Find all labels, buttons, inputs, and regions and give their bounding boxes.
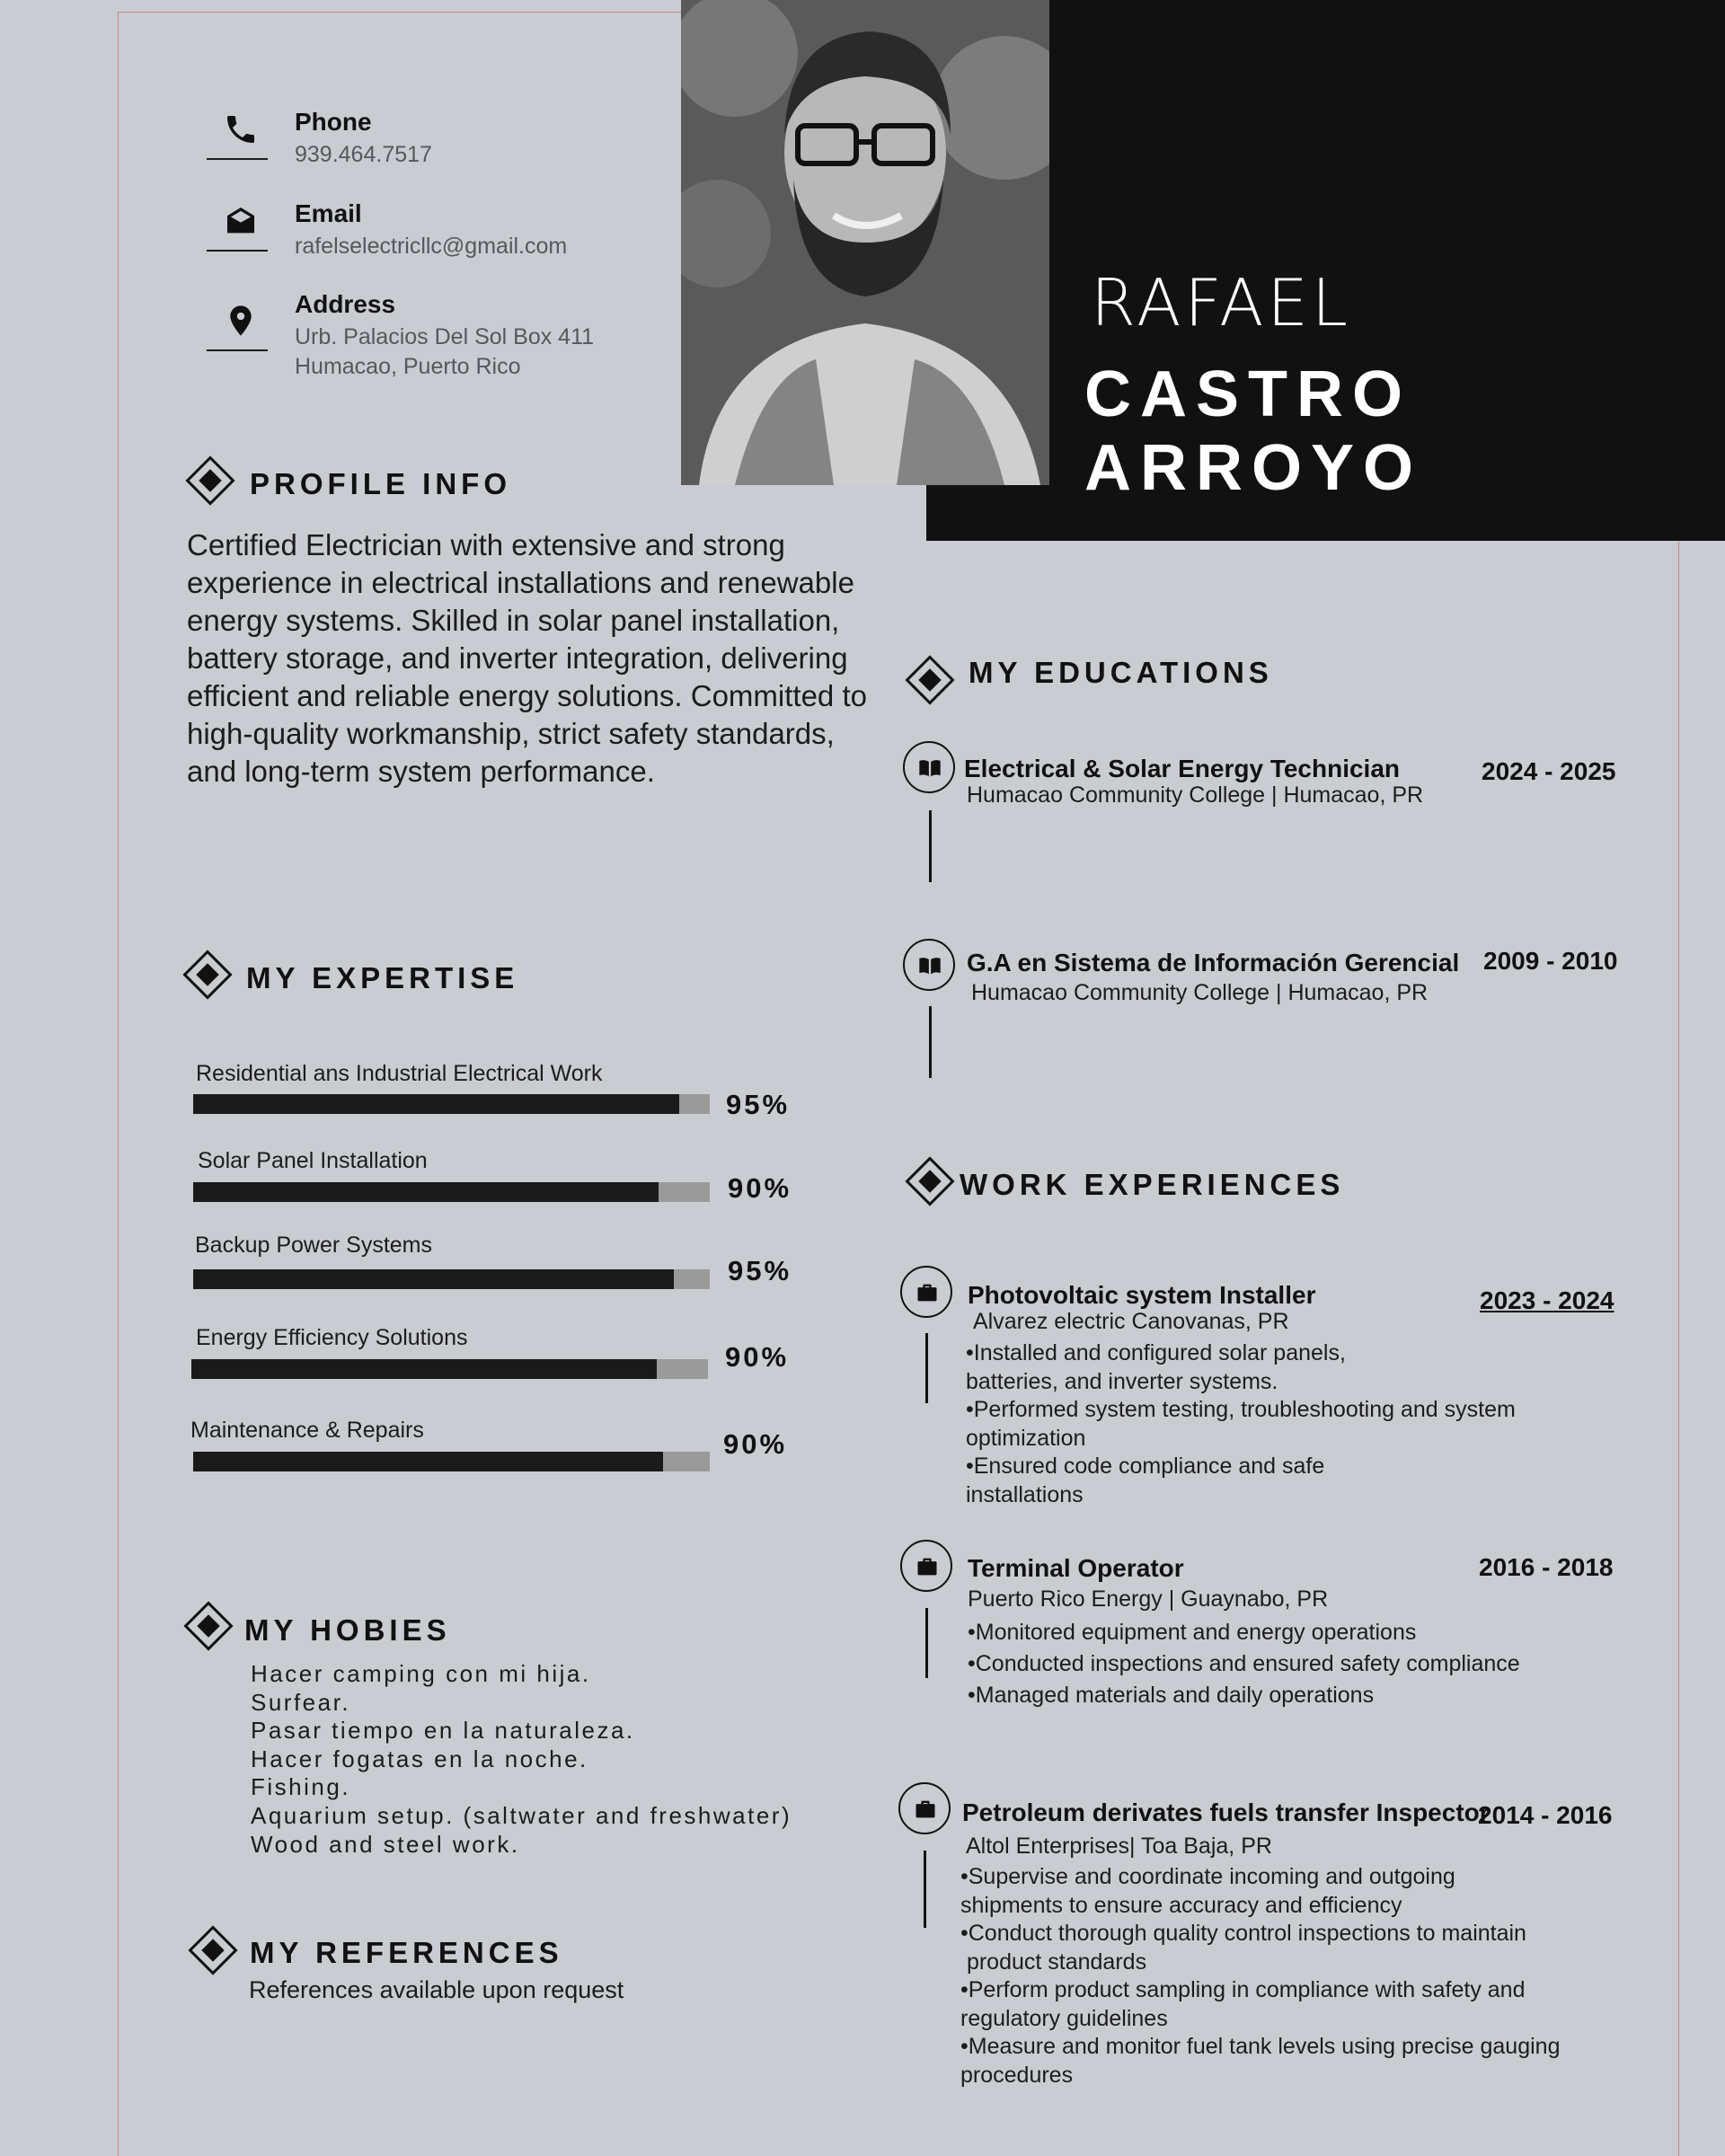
profile-photo <box>681 0 1049 485</box>
email-value[interactable]: rafelselectricllc@gmail.com <box>295 234 568 259</box>
expertise-title: MY EXPERTISE <box>246 961 519 994</box>
timeline-line <box>925 1333 928 1403</box>
education-school-2: Humacao Community College | Humacao, PR <box>971 980 1429 1005</box>
list-item: •Ensured code compliance and safe <box>966 1454 1325 1479</box>
skill-percent: 90% <box>725 1341 790 1373</box>
list-item: •Managed materials and daily operations <box>968 1683 1375 1708</box>
skill-percent: 90% <box>723 1428 788 1460</box>
list-item: procedures <box>960 2062 1074 2088</box>
skill-label: Energy Efficiency Solutions <box>196 1325 468 1350</box>
work-title-3: Petroleum derivates fuels transfer Inspector <box>962 1798 1490 1826</box>
list-item: •Perform product sampling in compliance with safety and <box>960 1977 1526 2002</box>
skill-percent: 90% <box>728 1172 792 1204</box>
first-name: RAFAEL <box>1091 265 1352 340</box>
contact-phone <box>205 108 690 180</box>
skill-label: Solar Panel Installation <box>198 1148 428 1173</box>
phone-icon <box>205 108 268 162</box>
diamond-icon <box>184 455 236 507</box>
work-company-1: Alvarez electric Canovanas, PR <box>973 1309 1289 1334</box>
diamond-icon <box>182 1600 234 1652</box>
location-pin-icon <box>205 299 268 353</box>
last-name: CASTRO ARROYO <box>1084 358 1423 504</box>
list-item: batteries, and inverter systems. <box>966 1368 1278 1394</box>
references-text: References available upon request <box>249 1976 624 2003</box>
list-item: •Supervise and coordinate incoming and outgoing <box>960 1864 1455 1889</box>
timeline-line <box>929 810 932 882</box>
list-item: Pasar tiempo en la naturaleza. <box>251 1717 635 1745</box>
list-item: •Conducted inspections and ensured safety compliance <box>968 1651 1520 1676</box>
address-label: Address <box>295 290 396 318</box>
skill-bar-fill <box>191 1359 657 1379</box>
list-item: •Monitored equipment and energy operations <box>968 1620 1417 1645</box>
list-item: installations <box>966 1481 1084 1507</box>
skill-bar-fill <box>193 1182 659 1202</box>
timeline-line <box>929 1006 932 1078</box>
skill-label: Residential ans Industrial Electrical Work <box>196 1061 603 1086</box>
email-label: Email <box>295 199 362 227</box>
references-title: MY REFERENCES <box>250 1936 563 1969</box>
education-title-1: Electrical & Solar Energy Technician <box>964 755 1400 782</box>
skill-bar-fill <box>193 1452 663 1471</box>
skill-bar-fill <box>193 1094 679 1114</box>
skill-percent: 95% <box>726 1089 791 1120</box>
diamond-icon <box>181 949 234 1001</box>
list-item: shipments to ensure accuracy and efficiency <box>960 1892 1402 1918</box>
work-years-3: 2014 - 2016 <box>1478 1801 1613 1829</box>
briefcase-icon <box>900 1540 952 1592</box>
skill-label: Maintenance & Repairs <box>190 1418 424 1443</box>
work-company-2: Puerto Rico Energy | Guaynabo, PR <box>968 1586 1329 1612</box>
address-line-2: Humacao, Puerto Rico <box>295 354 521 379</box>
list-item: Fishing. <box>251 1773 351 1801</box>
book-icon <box>903 939 955 991</box>
work-desc-2 <box>968 1617 1520 1711</box>
work-years-2: 2016 - 2018 <box>1479 1553 1614 1581</box>
list-item: regulatory guidelines <box>960 2005 1168 2031</box>
education-school-1: Humacao Community College | Humacao, PR <box>967 782 1424 808</box>
skill-bar-track <box>191 1359 708 1379</box>
work-title-2: Terminal Operator <box>968 1554 1184 1582</box>
list-item: Wood and steel work. <box>251 1830 520 1858</box>
skill-bar-track <box>193 1182 710 1202</box>
address-line-1: Urb. Palacios Del Sol Box 411 <box>295 324 595 349</box>
list-item: •Conduct thorough quality control inspections to maintain <box>960 1921 1526 1946</box>
work-title: WORK EXPERIENCES <box>960 1168 1345 1201</box>
education-title: MY EDUCATIONS <box>969 656 1273 689</box>
timeline-line <box>924 1851 926 1928</box>
list-item: optimization <box>966 1425 1086 1451</box>
list-item: product standards <box>960 1948 1147 1975</box>
list-item: Hacer fogatas en la noche. <box>251 1745 588 1772</box>
work-company-3: Altol Enterprises| Toa Baja, PR <box>966 1833 1272 1859</box>
list-item: Hacer camping con mi hija. <box>251 1660 591 1687</box>
skill-bar-track <box>193 1094 710 1114</box>
hobbies-title: MY HOBIES <box>244 1613 451 1647</box>
contact-email <box>205 199 690 271</box>
list-item: Surfear. <box>251 1688 351 1716</box>
diamond-icon <box>904 654 956 706</box>
work-desc-3 <box>960 1863 1560 2090</box>
contact-address <box>205 290 690 389</box>
skill-bar-track <box>193 1452 710 1471</box>
envelope-open-icon <box>205 199 268 253</box>
skill-bar-track <box>193 1269 710 1289</box>
skill-label: Backup Power Systems <box>195 1233 432 1258</box>
timeline-line <box>925 1608 928 1678</box>
work-years-1: 2023 - 2024 <box>1480 1286 1614 1314</box>
profile-info-title: PROFILE INFO <box>250 467 511 500</box>
hobbies-list <box>251 1660 792 1859</box>
skill-percent: 95% <box>728 1255 792 1286</box>
skill-bar-fill <box>193 1269 674 1289</box>
list-item: Aquarium setup. (saltwater and freshwater) <box>251 1801 792 1829</box>
briefcase-icon <box>900 1266 952 1318</box>
briefcase-icon <box>898 1782 951 1834</box>
book-icon <box>903 741 955 793</box>
education-years-1: 2024 - 2025 <box>1482 757 1616 785</box>
diamond-icon <box>187 1924 239 1976</box>
profile-text: Certified Electrician with extensive and strong experience in electrical installations and renewable energy systems. Skilled in solar panel installation, battery storage, and inverter integration, delivering efficient and reliable energy solutions. Committed to high-quality workmanship, strict safety standards, and long-term system performance. <box>187 528 867 788</box>
education-title-2: G.A en Sistema de Información Gerencial <box>967 949 1460 976</box>
phone-label: Phone <box>295 108 372 136</box>
work-desc-1 <box>966 1339 1516 1509</box>
phone-value[interactable]: 939.464.7517 <box>295 142 432 167</box>
list-item: •Measure and monitor fuel tank levels using precise gauging <box>960 2034 1561 2059</box>
list-item: •Installed and configured solar panels, <box>966 1340 1346 1365</box>
diamond-icon <box>904 1155 956 1207</box>
work-title-1: Photovoltaic system Installer <box>968 1281 1316 1309</box>
education-years-2: 2009 - 2010 <box>1483 947 1618 975</box>
list-item: •Performed system testing, troubleshooting and system <box>966 1397 1516 1422</box>
